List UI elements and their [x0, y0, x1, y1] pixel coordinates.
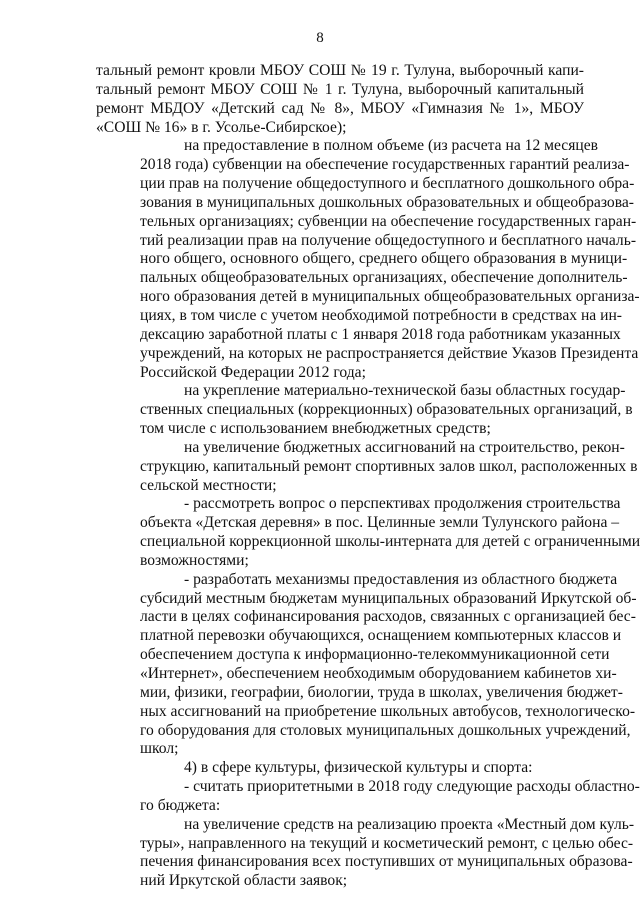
text-line: тий реализации прав на получение общедоступного и бесплатного началь-	[140, 231, 637, 249]
text-line: - считать приоритетными в 2018 году следующие расходы областно-	[184, 778, 640, 796]
text-line: объекта «Детская деревня» в пос. Целинные земли Тулунского района –	[140, 514, 620, 532]
text-line: тальный ремонт кровли МБОУ СОШ № 19 г. Тулуна, выборочный капи-	[96, 62, 584, 79]
text-line: сельской местности;	[140, 476, 277, 494]
text-line: учреждений, на которых не распространяется действие Указов Президента	[140, 344, 639, 362]
text-line: циях, в том числе с учетом необходимой потребности в средствах на ин-	[140, 306, 622, 324]
text-line: ласти в целях софинансирования расходов, связанных с организацией бес-	[140, 608, 636, 626]
text-line: тельных организациях; субвенции на обеспечение государственных гаран-	[140, 212, 637, 230]
paragraph-p9	[96, 815, 635, 891]
paragraph-p2	[96, 137, 640, 382]
text-line: на увеличение бюджетных ассигнований на строительство, рекон-	[184, 438, 625, 456]
text-line: тальный ремонт МБОУ СОШ № 1 г. Тулуна, выборочный капитальный	[96, 80, 584, 98]
paragraph-p5	[96, 495, 640, 570]
text-line: го бюджета:	[140, 796, 221, 814]
text-line: ции прав на получение общедоступного и бесплатного дошкольного обра-	[140, 175, 635, 193]
paragraph-p1	[96, 62, 584, 137]
text-line: «Интернет», обеспечением необходимым оборудованием кабинетов хи-	[140, 665, 617, 682]
text-line: струкцию, капитальный ремонт спортивных залов школ, расположенных в	[140, 457, 638, 475]
text-line: 2018 года) субвенции на обеспечение государственных гарантий реализа-	[140, 156, 630, 174]
text-line: ного образования детей в муниципальных общеобразовательных организа-	[140, 288, 640, 306]
text-line: возможностями;	[140, 551, 249, 569]
page-number: 8	[316, 30, 324, 46]
text-line: го оборудования для столовых муниципальных дошкольных учреждений,	[140, 721, 631, 739]
text-line: на укрепление материально-технической базы областных государ-	[184, 382, 626, 400]
text-line: школ;	[140, 740, 179, 758]
text-line: том числе с использованием внебюджетных средств;	[140, 420, 491, 438]
text-line: «СОШ № 16» в г. Усолье-Сибирское);	[96, 118, 347, 136]
text-line: зования в муниципальных дошкольных образовательных и общеобразова-	[140, 193, 634, 211]
paragraph-p4	[96, 438, 638, 496]
text-line: печения финансирования всех поступивших от муниципальных образова-	[140, 853, 633, 871]
text-line: ремонт МБДОУ «Детский сад № 8», МБОУ «Гимназия № 1», МБОУ	[96, 99, 584, 117]
text-line: - разработать механизмы предоставления из областного бюджета	[184, 570, 618, 588]
text-line: платной перевозки обучающихся, оснащением компьютерных классов и	[140, 627, 622, 645]
paragraph-p7	[96, 759, 584, 778]
text-line: - рассмотреть вопрос о перспективах продолжения строительства	[184, 495, 621, 513]
text-line: пальных общеобразовательных организациях, обеспечение дополнитель-	[140, 269, 628, 287]
paragraph-p3	[96, 382, 633, 439]
text-line: ных ассигнований на приобретение школьных автобусов, технологическо-	[140, 702, 636, 720]
text-line: ственных специальных (коррекционных) образовательных организаций, в	[140, 401, 633, 419]
document-body	[96, 62, 640, 891]
text-line: туры», направленного на текущий и косметический ремонт, с целью обес-	[140, 834, 634, 852]
text-line: субсидий местным бюджетам муниципальных образований Иркутской об-	[140, 589, 637, 607]
text-line: обеспечением доступа к информационно-телекоммуникационной сети	[140, 646, 610, 664]
text-line: ний Иркутской области заявок;	[140, 872, 348, 890]
text-line: на увеличение средств на реализацию проекта «Местный дом куль-	[184, 815, 635, 833]
text-line: Российской Федерации 2012 года;	[140, 363, 366, 381]
text-line: мии, физики, географии, биологии, труда в школах, увеличения бюджет-	[140, 683, 623, 701]
text-line: на предоставление в полном объеме (из расчета на 12 месяцев	[184, 137, 599, 155]
paragraph-p6	[96, 570, 637, 759]
paragraph-p8	[96, 778, 640, 816]
text-line: ного общего, основного общего, среднего общего образования в муници-	[140, 250, 628, 268]
text-line: дексацию заработной платы с 1 января 2018 года работникам указанных	[140, 325, 621, 343]
text-line: 4) в сфере культуры, физической культуры и спорта:	[184, 759, 533, 777]
text-line: специальной коррекционной школы-интерната для детей с ограниченными	[140, 533, 640, 551]
